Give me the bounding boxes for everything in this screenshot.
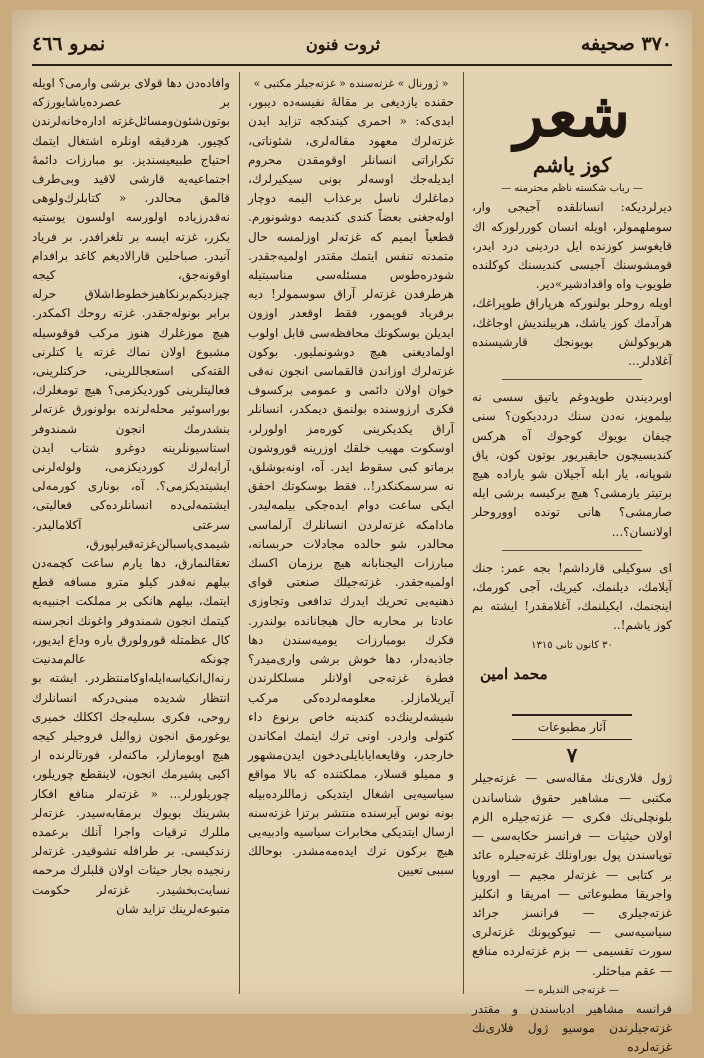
column-divider-right — [463, 72, 464, 994]
article-opening: فرانسه مشاهیر ادباسندن و مقتدر غزته‌جیلرندن موسیو ژول فلاری‌نك غزته‌لرده — [472, 1001, 672, 1055]
poem-stanza: اویله روحلر بولنوركه هرپاراق طوپراغك، هرآدمك كوز یاشك، هربیلندیش اوجاغك، هربوكولش بویونجك قارشیسنده آغلادلر... — [472, 296, 672, 369]
poem-author: محمد امین — [480, 664, 548, 683]
article-column-middle — [248, 74, 454, 998]
stanza-divider — [502, 550, 642, 551]
page-label: ٣٧٠ صحیفه — [580, 33, 672, 55]
section-number: ٧ — [566, 743, 578, 768]
article-summary: ژول فلاری‌نك مقاله‌سی — غزته‌جیلر مكتبی — مشاهیر حقوق شناساندن بلونچلی‌نك فكری — غزته‌جیلره الزم اولان حیثیات — فرانسز حكایه‌سی — توپاسندن پول بوراونلك غزته‌جیلره عائد بر كتابی — غزته‌لر مجیم — اوروپا واجریقا مطبوعاتی — امریقا و انكلیز غزته‌جیلری — فرانسز جرائد سیاسیه‌سی — تیوكوپونك غزته‌لری سورت تقسیمی — بزم غزته‌لرده منافع — عقم مباحثلر. — [472, 771, 672, 978]
magazine-name: ثروت فنون — [305, 34, 381, 54]
article-signature: — غزته‌جی الندیلره — — [525, 984, 619, 996]
article-text: وافاده‌دن دها قولای برشی وارمی؟ اویله بر عصرده‌یاشایورزكه بوتون‌شئون‌ومسائل‌غزته ادارەخانه‌لرندن كچیور. هردقیقه اونلره اشتغال ایتمك احتیاج طبیعیسندیز. بو مبارزات دائمهٔ اجتماعیه‌یه قارشی لاقید وبی‌طرف قالمق محالدر. « كتابلرك‌ولوهی نه‌قدرزیاده اولورسه اولسون یوستیه بكزر، غزته ایسه بر تلغرافدر. بر فریاد آنیدر. صباحلین قارالادیغم كاغد برافدام اوقونه‌جق، كیجه چیزدیكم‌برنكاهیزخطوط‌اشلاق حرله برابر بونوله‌جقدر. غزته روحك اكمكدر. هیچ موزغلرك هنوز مركب قوقوسیله مشبوع اولان نماك غزته یا كتلرنی القته‌كی استعجاللرینی، حركتلرینی، فعالیتلرینی كوردیكزمی؟ هیچ تومغلرك، بوراسوئیر محلەلرنده بولونورق غزته‌لر بنشدرمك انجون شمندوفر استاسیونلرینه دوغرو شتاب ایدن آرابەلرك كوردیكزمی، ولوله‌لرنی ایشیتدیكزمی؟. آه، بوناری كورمه‌لی ایشتمه‌لی‌ده انسانلرده‌كی فعالیتی، سرعتی آكلامالیدر. شیمدی‌پاسبالن‌غزته‌قیرلپورق، تعقالنمارق، دها یارم ساعت كچمه‌دن بیلهم نه‌قدر كیلو مترو مسافه قطع ایتمك، بیلهم هانكی بر مملكت اجنبیه‌یه كیتمك انجون شمندوفر واغونك انجرسنه كال عظمتله قورولورق یاره وداع ایدیور، چونكه عالم‌مدنیت رنه‌ال‌انكیاسه‌ایله‌اوكامنتظردر. ایشته بو انتظار شدیده مبنی‌دركه انسانلرك روحی، فكری بسلیه‌جك اككلك خمیری یوغورمق انجون زوالیل فروجیلر كیجه هیچ اویومازلر، ماكنه‌لر، فورتالرنده ار اكیی پشیرمك انجون، لاینقطع چوریلور، چوریلورلر... « غزته‌لر منافع افكار بشرینك بویوك برمقابه‌سیدر. غزته‌لر مللرك ترقیات واجرا آنلك برعمده زندكیسی. بر طرافله تشوقیدر. غزته‌لر رنجیده بجار حیثات اولان قلبلرك مرحمه نسایت‌بخشیدر. غزته‌لر حكومت متبوعه‌لرینك تزاید شان — [32, 76, 230, 916]
section-heading: آثار مطبوعات — [512, 714, 632, 740]
poem-stanza: اوبردیندن طوپدوغم یاتیق سسی نه بیلمویز، نه‌دن سنك درددیكون؟ سنی چیفان بویوك كوجوك آه هركس كندیسیچون حایقیریور بوتون كون، یاق شوپانه، یار ابله آجیلان شو یاراده هیچ برتیتر یارمشی؟ هیچ بركیسه برشی ایله صارمشی؟ هانی تونده اووروحلر اولانسان؟... — [472, 390, 672, 539]
article-text: حقنده یازدیغی بر مقاله‌ٔ نفیسه‌ده دیبور، ایدی‌كه: « احمری كیندكجه تزاید ایدن غزته‌لرك معهود مقاله‌لری، شئوناتی، تكراراتی انسانلر اوقومقدن محروم ایدیله‌جك اوسه‌لر بونی سیكیرلرك، دماغلرك ناسل برعذاب الیمه دوچار اوله‌جغنی بعضاً كندی كندیمه دوشونورم. قطعیاً ایمیم كه غزته‌لر اوزلمسه حال متمدنه تنفس ایتمك مقتدر اولمیه‌جقدر. شودرەطوس مسئله‌سی مناسبتیله هرطرفدن غزته‌لر آراق سوسمولر! دیه برفریاد قوپمور، فقط اوقعدر اوزون ایدیلن بوسكوتك محافظه‌سی قابل اولوب اولمادیغنی هیچ دوشونملیور. بوكون غزته‌لرك اوزاندن قالقماسی انجون نه‌قی خوان اولان دائمی و عمومی بركسوف فكری ارزوسنده بولنمق دیمكدر، انسانلر آراق یكدیكرینی كوره‌مز اولورلر، اوسكوت مهیب خلقك اوزرینه قوروشون برماتو كبی سقوط ایدر. آه، اونه‌بوشلق، نه سرسمكنكدر!.. فقط بوسكوتك احقق ایكی ساعت دوام ایده‌جكی بیلمه‌لیدر. مادامكه غزته‌لردن انسانلرك آرلماسی محالدر، شو حالده مجادلات حربسانه، مبارزات الیجنابانه هیچ برزمان اكسك اولمیه‌جقدر. غزته‌جیلك صنعتی قوای ذهنیه‌یی تحریك ایدرك تدافعی وتجاوزی عادتا بر محاربه حال هیجانانده بولندرر. فكرك بومبارزات یومیه‌سندن دها جاذبه‌دار، دها خوش برشی واری‌میدر؟ فطرة غزته‌جی اولانلر مسلكلرندن آیریلامازلر. معلومه‌لرده‌كی مركب شیشه‌لرینك‌ده كندینه خاص برنوع داء كتولی واردر. اونی ترك ایتمك امكاندن خارجدر، وقایعه‌ایابایلی‌دخون ایدن‌مشهور و ممیلو قسلار، مملكتنده كه بالا مواقع سیاسیه‌یی اشغال ایتدیكی زماللرده‌بیله بونه نوس آیرسنده منتشر برتزا غزته‌سنه ارسال ایتدیكی مخابرات سیاسیه وادبیه‌یی هیچ بركون ترك ایده‌مه‌مشدر. بوحالك سببی تعیین — [248, 95, 454, 878]
poem-stanza: دیرلردیكه: انسانلقده آجیجی وار، سوملهمولر، اویله انسان كوررلوركه اك قایغوسز كوزنده ایل دردینی درد ایدر، قومشوسنك آجیسی كندیسنك كوكلنده طویوب واه‌ واقدادشیر»دیر. — [472, 200, 672, 292]
poem-stanza: ای سوكیلی قارداشم! بجه عمر: جنك آیلامك، دیلنمك، كیریك، آجی كورمك، اینجنمك، ایكیلنمك، آغلامقدر! ایشته بم كوز یاشم!.. — [472, 560, 672, 633]
page-header — [32, 24, 672, 66]
section-title: شعر — [513, 78, 631, 151]
poem-title: كوز یاشم — [532, 153, 612, 177]
article-column-left — [32, 74, 230, 998]
column-divider-left — [239, 72, 240, 994]
poem-column — [472, 74, 672, 1055]
newspaper-page — [12, 10, 692, 1055]
stanza-divider — [502, 379, 642, 380]
poem-date: ٣٠ كانون ثانی ١٣١٥ — [531, 639, 613, 651]
issue-label: نمرو ٤٦٦ — [32, 33, 106, 55]
poem-subtitle: — رباب شكسته ناظم محترمنه — — [501, 183, 643, 195]
article-source: « ژورنال » غزته‌سنده « غزته‌جیلر مكتبی » — [253, 77, 449, 90]
